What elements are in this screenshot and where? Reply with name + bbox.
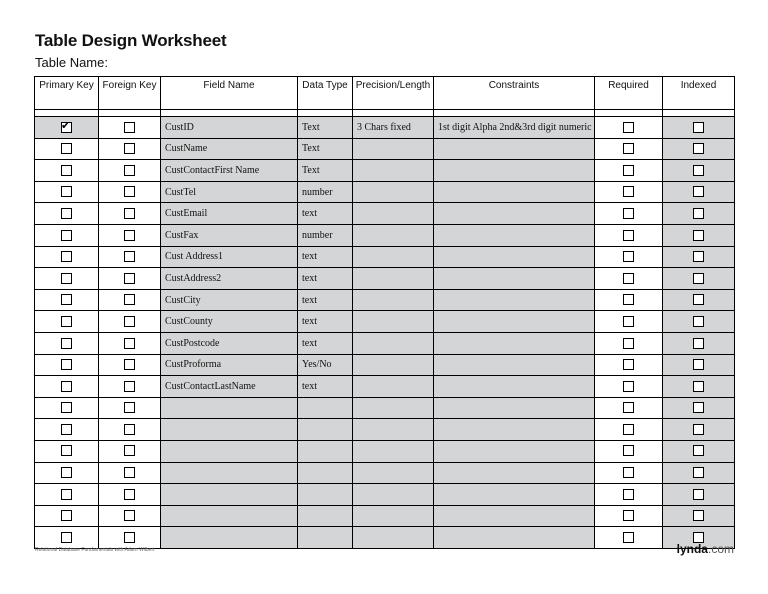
required-cell	[595, 138, 663, 160]
field-name-cell[interactable]	[161, 397, 298, 419]
primary-key-checkbox[interactable]	[61, 532, 72, 543]
table-row	[35, 246, 735, 268]
table-row	[35, 181, 735, 203]
constraints-cell[interactable]	[434, 268, 595, 290]
table-row	[35, 311, 735, 333]
indexed-cell	[663, 224, 735, 246]
required-cell	[595, 527, 663, 549]
header-indexed: Indexed	[663, 77, 735, 110]
required-checkbox[interactable]	[623, 489, 634, 500]
required-checkbox[interactable]	[623, 424, 634, 435]
indexed-checkbox[interactable]	[693, 489, 704, 500]
header-data-type: Data Type	[298, 77, 353, 110]
constraints-cell[interactable]	[434, 311, 595, 333]
primary-key-checkbox[interactable]	[61, 424, 72, 435]
header-required: Required	[595, 77, 663, 110]
foreign-key-cell	[99, 484, 161, 506]
primary-key-cell	[35, 419, 99, 441]
precision-cell[interactable]	[353, 397, 434, 419]
required-checkbox[interactable]	[623, 467, 634, 478]
primary-key-cell	[35, 203, 99, 225]
spacer-cell	[663, 110, 735, 117]
field-name-cell[interactable]: CustID	[161, 117, 298, 139]
field-name-cell[interactable]	[161, 484, 298, 506]
precision-cell[interactable]	[353, 354, 434, 376]
primary-key-cell	[35, 376, 99, 398]
indexed-cell	[663, 268, 735, 290]
field-name-cell[interactable]: CustTel	[161, 181, 298, 203]
foreign-key-checkbox[interactable]	[124, 294, 135, 305]
data-type-cell[interactable]: text	[298, 268, 353, 290]
header-spacer-row	[35, 110, 735, 117]
precision-cell[interactable]	[353, 268, 434, 290]
required-checkbox[interactable]	[623, 402, 634, 413]
indexed-cell	[663, 419, 735, 441]
foreign-key-checkbox[interactable]	[124, 467, 135, 478]
constraints-cell[interactable]	[434, 419, 595, 441]
primary-key-cell	[35, 268, 99, 290]
precision-cell[interactable]	[353, 138, 434, 160]
required-cell	[595, 268, 663, 290]
header-precision-length: Precision/Length	[353, 77, 434, 110]
required-checkbox[interactable]	[623, 445, 634, 456]
required-cell	[595, 311, 663, 333]
table-row	[35, 289, 735, 311]
field-name-cell[interactable]	[161, 527, 298, 549]
primary-key-checkbox[interactable]	[61, 273, 72, 284]
header-primary-key: Primary Key	[35, 77, 99, 110]
constraints-cell[interactable]	[434, 224, 595, 246]
spacer-cell	[595, 110, 663, 117]
indexed-checkbox[interactable]	[693, 122, 704, 133]
foreign-key-checkbox[interactable]	[124, 402, 135, 413]
primary-key-checkbox[interactable]	[61, 381, 72, 392]
table-row	[35, 505, 735, 527]
spacer-cell	[161, 110, 298, 117]
foreign-key-cell	[99, 462, 161, 484]
table-row	[35, 462, 735, 484]
required-cell	[595, 354, 663, 376]
foreign-key-cell	[99, 181, 161, 203]
foreign-key-cell	[99, 138, 161, 160]
constraints-cell[interactable]	[434, 289, 595, 311]
foreign-key-checkbox[interactable]	[124, 532, 135, 543]
constraints-cell[interactable]	[434, 181, 595, 203]
primary-key-cell	[35, 181, 99, 203]
primary-key-cell	[35, 160, 99, 182]
constraints-cell[interactable]	[434, 354, 595, 376]
foreign-key-checkbox[interactable]	[124, 230, 135, 241]
data-type-cell[interactable]: Yes/No	[298, 354, 353, 376]
primary-key-checkbox[interactable]	[61, 208, 72, 219]
foreign-key-cell	[99, 224, 161, 246]
primary-key-checkbox[interactable]	[61, 143, 72, 154]
indexed-checkbox[interactable]	[693, 251, 704, 262]
primary-key-checkbox[interactable]	[61, 445, 72, 456]
spacer-cell	[353, 110, 434, 117]
foreign-key-checkbox[interactable]	[124, 424, 135, 435]
table-row	[35, 527, 735, 549]
primary-key-cell	[35, 117, 99, 139]
header-constraints: Constraints	[434, 77, 595, 110]
data-type-cell[interactable]	[298, 440, 353, 462]
indexed-checkbox[interactable]	[693, 230, 704, 241]
spacer-cell	[434, 110, 595, 117]
primary-key-checkbox[interactable]	[61, 294, 72, 305]
primary-key-checkbox[interactable]	[61, 122, 72, 133]
required-checkbox[interactable]	[623, 143, 634, 154]
required-cell	[595, 224, 663, 246]
foreign-key-checkbox[interactable]	[124, 122, 135, 133]
foreign-key-cell	[99, 117, 161, 139]
precision-cell[interactable]	[353, 160, 434, 182]
required-cell	[595, 203, 663, 225]
field-name-cell[interactable]: CustAddress2	[161, 268, 298, 290]
precision-cell[interactable]	[353, 332, 434, 354]
foreign-key-cell	[99, 397, 161, 419]
data-type-cell[interactable]: text	[298, 203, 353, 225]
constraints-cell[interactable]	[434, 138, 595, 160]
header-foreign-key: Foreign Key	[99, 77, 161, 110]
required-cell	[595, 397, 663, 419]
data-type-cell[interactable]: text	[298, 289, 353, 311]
indexed-cell	[663, 376, 735, 398]
data-type-cell[interactable]: text	[298, 376, 353, 398]
indexed-cell	[663, 160, 735, 182]
table-row	[35, 138, 735, 160]
field-name-cell[interactable]: CustEmail	[161, 203, 298, 225]
indexed-cell	[663, 462, 735, 484]
foreign-key-checkbox[interactable]	[124, 143, 135, 154]
required-cell	[595, 289, 663, 311]
indexed-cell	[663, 354, 735, 376]
required-checkbox[interactable]	[623, 510, 634, 521]
foreign-key-cell	[99, 289, 161, 311]
precision-cell[interactable]	[353, 505, 434, 527]
required-checkbox[interactable]	[623, 359, 634, 370]
indexed-cell	[663, 181, 735, 203]
foreign-key-cell	[99, 332, 161, 354]
field-name-cell[interactable]	[161, 419, 298, 441]
foreign-key-checkbox[interactable]	[124, 165, 135, 176]
data-type-cell[interactable]	[298, 462, 353, 484]
foreign-key-checkbox[interactable]	[124, 273, 135, 284]
footer-course-credit: Relational Database Fundamentals with Adam Wilbert	[35, 547, 155, 553]
required-checkbox[interactable]	[623, 165, 634, 176]
header-row	[35, 77, 735, 110]
required-cell	[595, 376, 663, 398]
table-row	[35, 160, 735, 182]
primary-key-cell	[35, 505, 99, 527]
indexed-checkbox[interactable]	[693, 316, 704, 327]
primary-key-checkbox[interactable]	[61, 359, 72, 370]
table-row	[35, 203, 735, 225]
field-name-cell[interactable]: CustContactLastName	[161, 376, 298, 398]
table-row	[35, 224, 735, 246]
indexed-checkbox[interactable]	[693, 338, 704, 349]
foreign-key-checkbox[interactable]	[124, 208, 135, 219]
spacer-cell	[99, 110, 161, 117]
data-type-cell[interactable]: number	[298, 181, 353, 203]
primary-key-checkbox[interactable]	[61, 510, 72, 521]
constraints-cell[interactable]	[434, 505, 595, 527]
primary-key-checkbox[interactable]	[61, 186, 72, 197]
indexed-cell	[663, 289, 735, 311]
constraints-cell[interactable]: 1st digit Alpha 2nd&3rd digit numeric	[434, 117, 595, 139]
foreign-key-checkbox[interactable]	[124, 445, 135, 456]
constraints-cell[interactable]	[434, 462, 595, 484]
required-checkbox[interactable]	[623, 251, 634, 262]
spacer-cell	[35, 110, 99, 117]
foreign-key-cell	[99, 311, 161, 333]
required-checkbox[interactable]	[623, 532, 634, 543]
table-row	[35, 354, 735, 376]
indexed-checkbox[interactable]	[693, 143, 704, 154]
primary-key-checkbox[interactable]	[61, 230, 72, 241]
foreign-key-cell	[99, 160, 161, 182]
foreign-key-checkbox[interactable]	[124, 338, 135, 349]
primary-key-checkbox[interactable]	[61, 402, 72, 413]
required-cell	[595, 462, 663, 484]
primary-key-cell	[35, 397, 99, 419]
foreign-key-checkbox[interactable]	[124, 510, 135, 521]
required-cell	[595, 332, 663, 354]
primary-key-cell	[35, 246, 99, 268]
indexed-checkbox[interactable]	[693, 359, 704, 370]
required-checkbox[interactable]	[623, 381, 634, 392]
indexed-checkbox[interactable]	[693, 208, 704, 219]
field-name-cell[interactable]: CustFax	[161, 224, 298, 246]
required-checkbox[interactable]	[623, 338, 634, 349]
required-checkbox[interactable]	[623, 186, 634, 197]
required-checkbox[interactable]	[623, 294, 634, 305]
foreign-key-cell	[99, 440, 161, 462]
data-type-cell[interactable]: text	[298, 311, 353, 333]
required-cell	[595, 160, 663, 182]
required-cell	[595, 419, 663, 441]
required-cell	[595, 181, 663, 203]
field-name-cell[interactable]	[161, 505, 298, 527]
constraints-cell[interactable]	[434, 484, 595, 506]
field-name-cell[interactable]	[161, 440, 298, 462]
required-cell	[595, 246, 663, 268]
primary-key-checkbox[interactable]	[61, 316, 72, 327]
precision-cell[interactable]	[353, 181, 434, 203]
required-checkbox[interactable]	[623, 208, 634, 219]
indexed-cell	[663, 311, 735, 333]
required-cell	[595, 505, 663, 527]
field-name-cell[interactable]: Cust Address1	[161, 246, 298, 268]
primary-key-checkbox[interactable]	[61, 338, 72, 349]
field-name-cell[interactable]: CustPostcode	[161, 332, 298, 354]
primary-key-cell	[35, 311, 99, 333]
data-type-cell[interactable]	[298, 419, 353, 441]
foreign-key-cell	[99, 505, 161, 527]
indexed-cell	[663, 117, 735, 139]
indexed-checkbox[interactable]	[693, 273, 704, 284]
constraints-cell[interactable]	[434, 332, 595, 354]
table-row	[35, 440, 735, 462]
table-row	[35, 419, 735, 441]
foreign-key-checkbox[interactable]	[124, 316, 135, 327]
primary-key-cell	[35, 462, 99, 484]
primary-key-checkbox[interactable]	[61, 165, 72, 176]
lynda-logo: lynda.com	[676, 542, 734, 556]
worksheet-title: Table Design Worksheet	[35, 31, 227, 50]
table-row	[35, 332, 735, 354]
primary-key-cell	[35, 354, 99, 376]
indexed-cell	[663, 203, 735, 225]
field-name-cell[interactable]: CustName	[161, 138, 298, 160]
spacer-cell	[298, 110, 353, 117]
primary-key-cell	[35, 484, 99, 506]
indexed-cell	[663, 397, 735, 419]
table-row	[35, 268, 735, 290]
field-name-cell[interactable]: CustProforma	[161, 354, 298, 376]
precision-cell[interactable]	[353, 462, 434, 484]
constraints-cell[interactable]	[434, 527, 595, 549]
precision-cell[interactable]	[353, 203, 434, 225]
indexed-checkbox[interactable]	[693, 510, 704, 521]
foreign-key-cell	[99, 203, 161, 225]
indexed-checkbox[interactable]	[693, 402, 704, 413]
foreign-key-cell	[99, 527, 161, 549]
precision-cell[interactable]	[353, 419, 434, 441]
foreign-key-checkbox[interactable]	[124, 381, 135, 392]
required-cell	[595, 440, 663, 462]
primary-key-cell	[35, 527, 99, 549]
field-name-cell[interactable]	[161, 462, 298, 484]
primary-key-checkbox[interactable]	[61, 251, 72, 262]
table-row	[35, 117, 735, 139]
primary-key-cell	[35, 440, 99, 462]
indexed-checkbox[interactable]	[693, 467, 704, 478]
required-cell	[595, 484, 663, 506]
data-type-cell[interactable]: Text	[298, 160, 353, 182]
foreign-key-cell	[99, 354, 161, 376]
table-row	[35, 484, 735, 506]
data-type-cell[interactable]	[298, 484, 353, 506]
indexed-cell	[663, 440, 735, 462]
precision-cell[interactable]	[353, 484, 434, 506]
table-row	[35, 397, 735, 419]
precision-cell[interactable]	[353, 440, 434, 462]
precision-cell[interactable]	[353, 527, 434, 549]
indexed-checkbox[interactable]	[693, 381, 704, 392]
field-name-cell[interactable]: CustCity	[161, 289, 298, 311]
primary-key-cell	[35, 224, 99, 246]
indexed-checkbox[interactable]	[693, 165, 704, 176]
precision-cell[interactable]: 3 Chars fixed	[353, 117, 434, 139]
constraints-cell[interactable]	[434, 246, 595, 268]
data-type-cell[interactable]: text	[298, 246, 353, 268]
indexed-cell	[663, 332, 735, 354]
foreign-key-cell	[99, 376, 161, 398]
data-type-cell[interactable]	[298, 527, 353, 549]
required-checkbox[interactable]	[623, 230, 634, 241]
required-cell	[595, 117, 663, 139]
data-type-cell[interactable]: Text	[298, 117, 353, 139]
foreign-key-checkbox[interactable]	[124, 489, 135, 500]
data-type-cell[interactable]	[298, 505, 353, 527]
foreign-key-cell	[99, 419, 161, 441]
precision-cell[interactable]	[353, 311, 434, 333]
constraints-cell[interactable]	[434, 376, 595, 398]
primary-key-cell	[35, 138, 99, 160]
field-name-cell[interactable]: CustContactFirst Name	[161, 160, 298, 182]
constraints-cell[interactable]	[434, 397, 595, 419]
constraints-cell[interactable]	[434, 203, 595, 225]
table-name-label: Table Name:	[35, 55, 108, 70]
precision-cell[interactable]	[353, 376, 434, 398]
indexed-cell	[663, 138, 735, 160]
primary-key-checkbox[interactable]	[61, 489, 72, 500]
indexed-cell	[663, 246, 735, 268]
header-field-name: Field Name	[161, 77, 298, 110]
precision-cell[interactable]	[353, 224, 434, 246]
precision-cell[interactable]	[353, 289, 434, 311]
indexed-cell	[663, 484, 735, 506]
required-checkbox[interactable]	[623, 316, 634, 327]
data-type-cell[interactable]: Text	[298, 138, 353, 160]
indexed-checkbox[interactable]	[693, 186, 704, 197]
indexed-cell	[663, 505, 735, 527]
constraints-cell[interactable]	[434, 160, 595, 182]
field-name-cell[interactable]: CustCounty	[161, 311, 298, 333]
data-type-cell[interactable]	[298, 397, 353, 419]
precision-cell[interactable]	[353, 246, 434, 268]
foreign-key-checkbox[interactable]	[124, 359, 135, 370]
foreign-key-cell	[99, 268, 161, 290]
table-row	[35, 376, 735, 398]
required-checkbox[interactable]	[623, 122, 634, 133]
design-table	[34, 76, 735, 549]
indexed-checkbox[interactable]	[693, 294, 704, 305]
primary-key-checkbox[interactable]	[61, 467, 72, 478]
primary-key-cell	[35, 289, 99, 311]
foreign-key-checkbox[interactable]	[124, 251, 135, 262]
data-type-cell[interactable]: number	[298, 224, 353, 246]
constraints-cell[interactable]	[434, 440, 595, 462]
primary-key-cell	[35, 332, 99, 354]
foreign-key-cell	[99, 246, 161, 268]
indexed-checkbox[interactable]	[693, 424, 704, 435]
foreign-key-checkbox[interactable]	[124, 186, 135, 197]
data-type-cell[interactable]: text	[298, 332, 353, 354]
required-checkbox[interactable]	[623, 273, 634, 284]
indexed-checkbox[interactable]	[693, 445, 704, 456]
